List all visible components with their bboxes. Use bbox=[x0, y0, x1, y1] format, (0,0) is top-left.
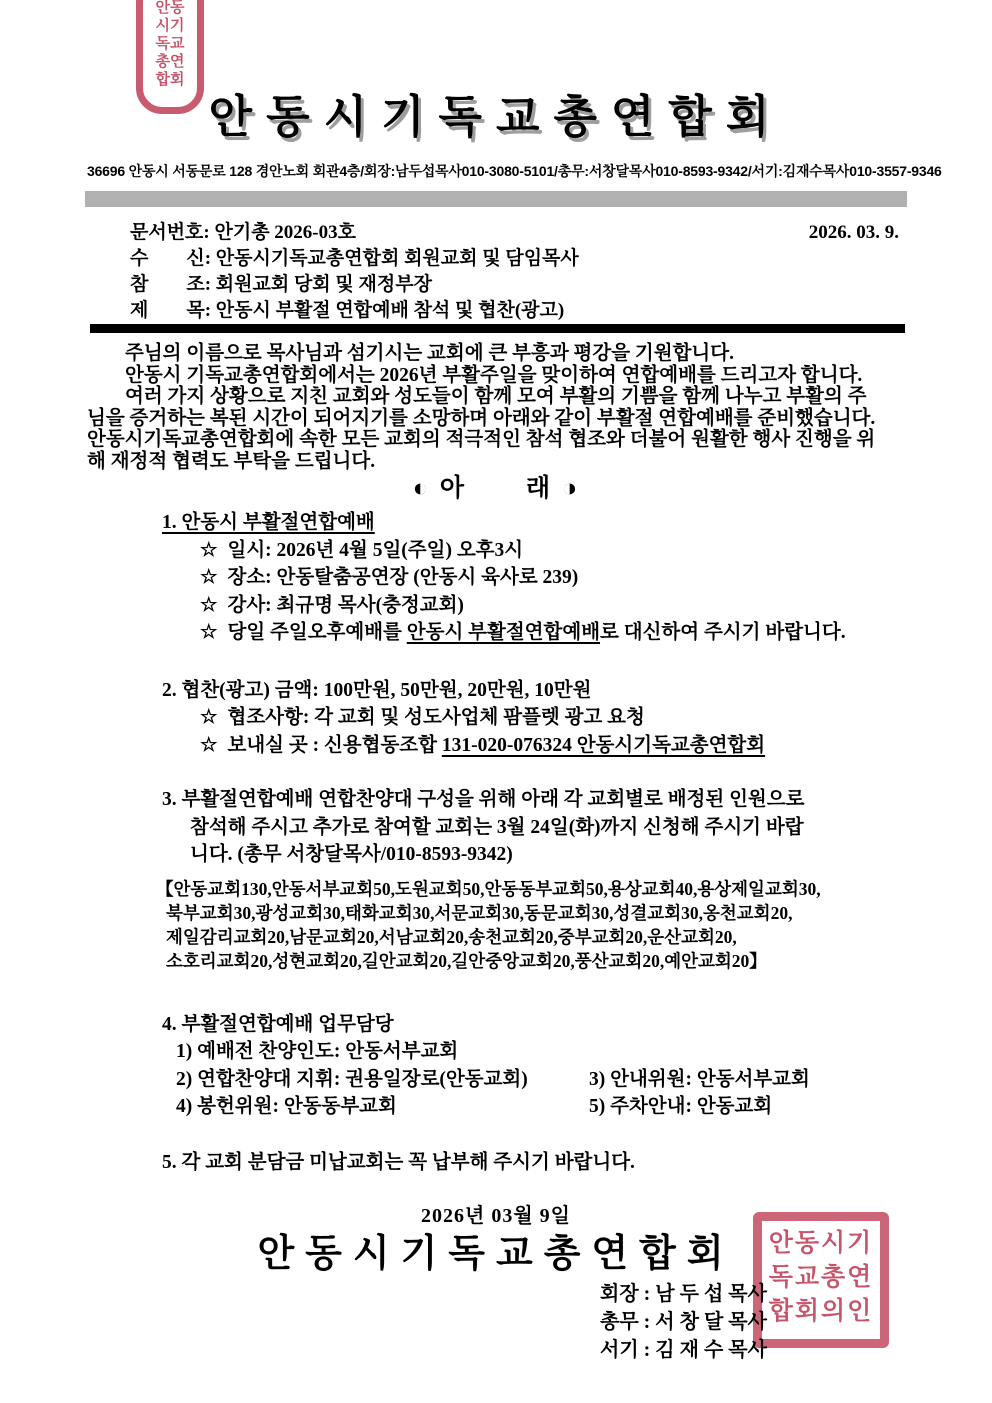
item-text: 강사: 최규명 목사(충정교회) bbox=[227, 594, 464, 616]
underlined-text: 131-020-076324 안동시기독교총연합회 bbox=[441, 734, 766, 756]
seal-top-text: 안동시기독교총연합회 bbox=[155, 0, 185, 88]
section-5-text: 5. 각 교회 분담금 미납교회는 꼭 납부해 주시기 바랍니다. bbox=[162, 1151, 635, 1173]
list-item bbox=[162, 537, 952, 565]
list-item bbox=[162, 619, 952, 647]
doc-meta bbox=[130, 220, 905, 324]
item-text: 장소: 안동탈춤공연장 (안동시 육사로 239) bbox=[227, 567, 579, 588]
black-divider bbox=[90, 324, 905, 333]
section-3-line: 3. 부활절연합예배 연합찬양대 구성을 위해 아래 각 교회별로 배정된 인원으로 bbox=[162, 789, 805, 810]
gray-divider bbox=[85, 191, 907, 207]
footer-date: 2026년 03월 9일 bbox=[421, 1205, 571, 1227]
section-4-title: 4. 부활절연합예배 업무담당 bbox=[162, 1013, 394, 1035]
officer-list bbox=[600, 1280, 992, 1364]
org-seal-top-icon bbox=[136, 0, 204, 114]
section-5 bbox=[162, 1149, 952, 1177]
duty-item: 4) 봉헌위원: 안동동부교회 bbox=[176, 1096, 397, 1117]
half-circle-left-icon: ◐ bbox=[412, 475, 430, 502]
officer-line: 총무 : 서 창 달 목사 bbox=[600, 1311, 767, 1333]
section-3-line: 니다. (총무 서창달목사/010-8593-9342) bbox=[190, 844, 513, 865]
choir-allocation-line: 【안동교회130,안동서부교회50,도원교회50,안동동부교회50,용상교회40,용상제일교회30, bbox=[156, 878, 821, 899]
choir-allocation-line: 제일감리교회20,남문교회20,서남교회20,송천교회20,중부교회20,운산교회20, bbox=[166, 926, 737, 947]
star-icon: ☆ bbox=[200, 539, 218, 561]
section-2 bbox=[162, 677, 952, 760]
org-title: 안동시기독교총연합회 bbox=[208, 91, 784, 142]
item-text: 보내실 곳 : 신용협동조합 bbox=[227, 734, 442, 756]
greeting-line: 주님의 이름으로 목사님과 섬기시는 교회에 큰 부흥과 평강을 기원합니다. bbox=[125, 343, 734, 364]
list-item bbox=[162, 564, 952, 592]
section-1 bbox=[162, 509, 952, 647]
doc-meta-row bbox=[130, 220, 905, 246]
duty-item: 5) 주차안내: 안동교회 bbox=[589, 1096, 773, 1117]
body-line: 해 재정적 협력도 부탁을 드립니다. bbox=[87, 450, 376, 472]
below-heading bbox=[0, 475, 992, 503]
choir-allocation-line: 북부교회30,광성교회30,태화교회30,서문교회30,동문교회30,성결교회30,옹천교회20, bbox=[166, 902, 793, 923]
choir-allocation-line: 소호리교회20,성현교회20,길안교회20,길안중앙교회20,풍산교회20,예안교회20】 bbox=[166, 950, 767, 971]
half-circle-right-icon: ◑ bbox=[562, 475, 580, 502]
officer-line: 회장 : 남 두 섭 목사 bbox=[600, 1283, 767, 1305]
below-word-a: 아 bbox=[439, 475, 466, 502]
body-line: 님을 증거하는 복된 시간이 되어지기를 소망하며 아래와 같이 부활절 연합예배를 준비했습니다. bbox=[87, 407, 876, 429]
item-text: 당일 주일오후예배를 bbox=[227, 622, 407, 643]
list-item bbox=[162, 704, 952, 732]
doc-date: 2026. 03. 9. bbox=[808, 222, 899, 243]
duty-row bbox=[162, 1093, 952, 1121]
star-icon: ☆ bbox=[200, 734, 218, 756]
star-icon: ☆ bbox=[200, 567, 218, 588]
section-3-line: 참석해 주시고 추가로 참여할 교회는 3월 24일(화)까지 신청해 주시기 바랍 bbox=[190, 816, 804, 838]
intro-line: 안동시 기독교총연합회에서는 2026년 부활주일을 맞이하여 연합예배를 드리고자 합니다. bbox=[125, 364, 863, 386]
body-text bbox=[87, 343, 932, 472]
body-line: 안동시기독교총연합회에 속한 모든 교회의 적극적인 참석 협조와 더불어 원활한 행사 진행을 위 bbox=[87, 429, 876, 450]
recipient-line: 수 신: 안동시기독교총연합회 회원교회 및 담임목사 bbox=[130, 248, 579, 269]
duty-row bbox=[162, 1066, 952, 1094]
below-word-b: 래 bbox=[526, 475, 553, 502]
choir-allocation bbox=[156, 877, 952, 973]
section-1-title: 1. 안동시 부활절연합예배 bbox=[162, 512, 375, 533]
officer-line: 서기 : 김 재 수 목사 bbox=[600, 1339, 767, 1361]
star-icon: ☆ bbox=[200, 707, 218, 728]
subject-line: 제 목: 안동시 부활절 연합예배 참석 및 협찬(광고) bbox=[130, 300, 565, 321]
list-item bbox=[162, 732, 952, 760]
duty-item: 3) 안내위원: 안동서부교회 bbox=[589, 1068, 810, 1090]
section-4 bbox=[162, 1011, 952, 1121]
item-text: 협조사항: 각 교회 및 성도사업체 팜플렛 광고 요청 bbox=[227, 707, 645, 728]
body-line: 여러 가지 상황으로 지친 교회와 성도들이 함께 모여 부활의 기쁨을 함께 나누고 부활의 주 bbox=[125, 386, 867, 407]
item-text: 로 대신하여 주시기 바랍니다. bbox=[600, 622, 846, 643]
doc-number: 문서번호: 안기총 2026-03호 bbox=[130, 222, 356, 243]
section-2-title: 2. 협찬(광고) 금액: 100만원, 50만원, 20만원, 10만원 bbox=[162, 679, 592, 701]
cc-line: 참 조: 회원교회 당회 및 재정부장 bbox=[130, 274, 432, 295]
section-3 bbox=[162, 786, 952, 869]
star-icon: ☆ bbox=[200, 622, 218, 643]
item-text: 일시: 2026년 4월 5일(주일) 오후3시 bbox=[227, 539, 524, 561]
seal-bottom-text: 안동시기독교총연합회의인 bbox=[768, 1230, 874, 1325]
star-icon: ☆ bbox=[200, 594, 218, 616]
org-address: 36696 안동시 서동문로 128 경안노회 회관4층/회장:남두섭목사010-3080-5101/총무:서창달목사010-8593-9342/서기:김재수목사010-3557-9346 bbox=[87, 163, 942, 179]
footer-org-title: 안동시기독교총연합회 bbox=[257, 1233, 735, 1275]
underlined-text: 안동시 부활절연합예배 bbox=[406, 622, 601, 643]
list-item bbox=[162, 592, 952, 620]
duty-item: 2) 연합찬양대 지휘: 권용일장로(안동교회) bbox=[176, 1068, 528, 1090]
duty-item: 1) 예배전 찬양인도: 안동서부교회 bbox=[176, 1041, 459, 1062]
